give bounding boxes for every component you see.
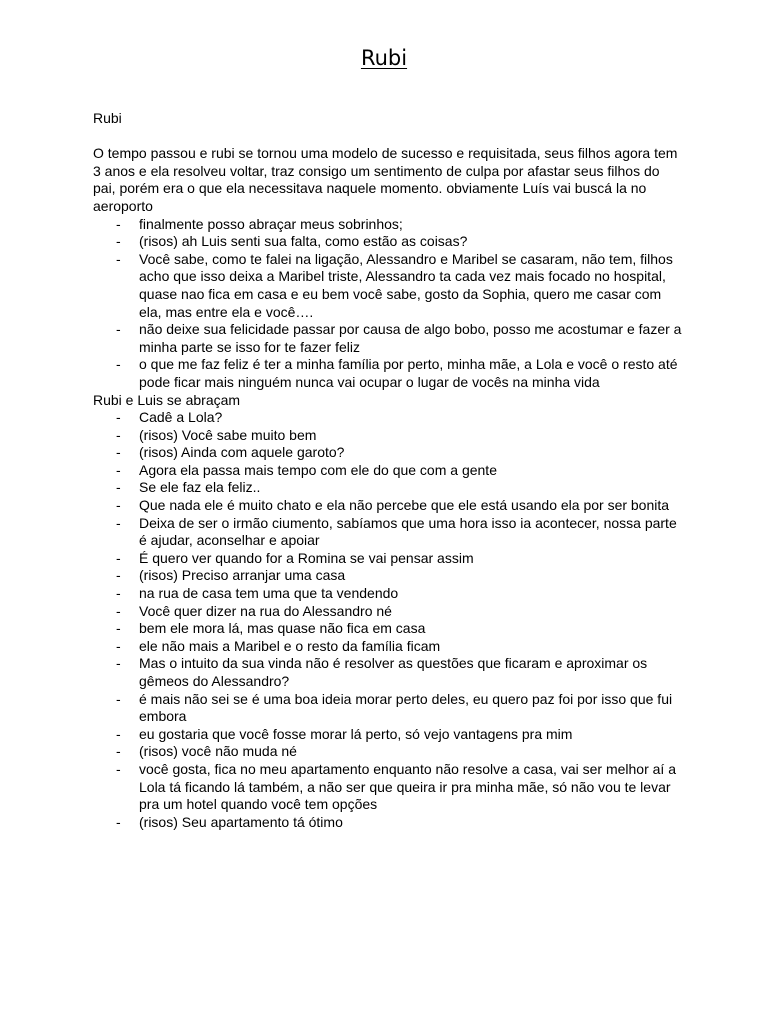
bullet-dash: - xyxy=(116,497,121,514)
dialogue-line xyxy=(93,251,683,321)
dialogue-line xyxy=(93,655,683,690)
dialogue-text: o que me faz feliz é ter a minha família por perto, minha mãe, a Lola e você o resto até pode ficar mais ninguém nunca vai ocupar o lugar de vocês na minha vida xyxy=(139,356,678,390)
bullet-dash: - xyxy=(116,760,121,777)
bullet-dash: - xyxy=(116,514,121,531)
dialogue-text: finalmente posso abraçar meus sobrinhos; xyxy=(139,215,403,232)
document-body xyxy=(93,110,683,831)
dialogue-text: (risos) Preciso arranjar uma casa xyxy=(139,567,346,584)
bullet-dash: - xyxy=(116,356,121,373)
dialogue-text: É quero ver quando for a Romina se vai pensar assim xyxy=(139,549,474,566)
dialogue-text: é mais não sei se é uma boa ideia morar perto deles, eu quero paz foi por isso que fui embora xyxy=(139,690,673,725)
bullet-dash: - xyxy=(116,585,121,602)
dialogue-text: Agora ela passa mais tempo com ele do que com a gente xyxy=(139,461,497,478)
dialogue-line xyxy=(93,761,683,814)
dialogue-line xyxy=(93,444,683,462)
bullet-dash: - xyxy=(116,461,121,478)
bullet-dash: - xyxy=(116,602,121,619)
dialogue-line xyxy=(93,427,683,445)
dialogue-line xyxy=(93,567,683,585)
dialogue-text: Cadê a Lola? xyxy=(139,409,223,426)
dialogue-text: (risos) Ainda com aquele garoto? xyxy=(139,444,345,461)
bullet-dash: - xyxy=(116,409,121,426)
dialogue-text: eu gostaria que você fosse morar lá perto, só vejo vantagens pra mim xyxy=(139,725,573,742)
dialogue-text: (risos) Você sabe muito bem xyxy=(139,426,317,443)
bullet-dash: - xyxy=(116,233,121,250)
dialogue-text: (risos) Seu apartamento tá ótimo xyxy=(139,813,343,830)
narration-line: Rubi e Luis se abraçam xyxy=(93,391,241,408)
dialogue-line xyxy=(93,321,683,356)
dialogue-text: Que nada ele é muito chato e ela não percebe que ele está usando ela por ser bonita xyxy=(139,497,670,514)
dialogue-line xyxy=(93,585,683,603)
bullet-dash: - xyxy=(116,426,121,443)
dialogue-list-2 xyxy=(93,409,683,831)
dialogue-line xyxy=(93,497,683,515)
dialogue-line xyxy=(93,743,683,761)
dialogue-line xyxy=(93,638,683,656)
bullet-dash: - xyxy=(116,655,121,672)
dialogue-text: Se ele faz ela feliz.. xyxy=(139,479,261,496)
dialogue-text: Você sabe, como te falei na ligação, Alessandro e Maribel se casaram, não tem, filhos acho que isso deixa a Maribel triste, Alessandro ta cada vez mais focado no hospital, quase nao fica em casa e eu bem você sabe, gosto da Sophia, quero me casar com ela, mas entre ela e você…. xyxy=(139,250,673,320)
bullet-dash: - xyxy=(116,637,121,654)
dialogue-line xyxy=(93,479,683,497)
dialogue-text: (risos) ah Luis senti sua falta, como estão as coisas? xyxy=(139,233,468,250)
dialogue-text: Mas o intuito da sua vinda não é resolver as questões que ficaram e aproximar os gêmeos do Alessandro? xyxy=(139,655,648,689)
dialogue-line xyxy=(93,409,683,427)
dialogue-text: bem ele mora lá, mas quase não fica em casa xyxy=(139,620,426,637)
dialogue-line xyxy=(93,814,683,832)
bullet-dash: - xyxy=(116,250,121,267)
intro-paragraph: O tempo passou e rubi se tornou uma modelo de sucesso e requisitada, seus filhos agora tem 3 anos e ela resolveu voltar, traz consigo um sentimento de culpa por afastar seus filhos do pai, porém era o que ela necessitava naquele momento. obviamente Luís vai buscá la no aeroporto xyxy=(93,145,678,214)
dialogue-text: (risos) você não muda né xyxy=(139,743,297,760)
dialogue-line xyxy=(93,515,683,550)
bullet-dash: - xyxy=(116,620,121,637)
dialogue-text: Deixa de ser o irmão ciumento, sabíamos que uma hora isso ia acontecer, nossa parte é ajudar, aconselhar e apoiar xyxy=(139,514,677,549)
dialogue-line xyxy=(93,726,683,744)
bullet-dash: - xyxy=(116,321,121,338)
bullet-dash: - xyxy=(116,567,121,584)
dialogue-list-1 xyxy=(93,216,683,392)
dialogue-line xyxy=(93,691,683,726)
bullet-dash: - xyxy=(116,479,121,496)
document-title: Rubi xyxy=(360,46,408,70)
bullet-dash: - xyxy=(116,215,121,232)
blank-line xyxy=(93,128,683,146)
bullet-dash: - xyxy=(116,549,121,566)
dialogue-text: na rua de casa tem uma que ta vendendo xyxy=(139,585,399,602)
dialogue-text: ele não mais a Maribel e o resto da família ficam xyxy=(139,637,441,654)
dialogue-line xyxy=(93,550,683,568)
section-heading: Rubi xyxy=(93,110,122,126)
bullet-dash: - xyxy=(116,690,121,707)
bullet-dash: - xyxy=(116,743,121,760)
dialogue-text: você gosta, fica no meu apartamento enquanto não resolve a casa, vai ser melhor aí a Lola tá ficando lá também, a não ser que queira ir pra minha mãe, só não vou te levar pra um hotel quando você tem opções xyxy=(139,760,676,813)
dialogue-line xyxy=(93,216,683,234)
bullet-dash: - xyxy=(116,444,121,461)
dialogue-line xyxy=(93,603,683,621)
dialogue-line xyxy=(93,233,683,251)
dialogue-text: não deixe sua felicidade passar por causa de algo bobo, posso me acostumar e fazer a minha parte se isso for te fazer feliz xyxy=(139,321,682,355)
dialogue-line xyxy=(93,356,683,391)
dialogue-line xyxy=(93,620,683,638)
dialogue-line xyxy=(93,462,683,480)
bullet-dash: - xyxy=(116,725,121,742)
dialogue-text: Você quer dizer na rua do Alessandro né xyxy=(139,602,392,619)
bullet-dash: - xyxy=(116,813,121,830)
